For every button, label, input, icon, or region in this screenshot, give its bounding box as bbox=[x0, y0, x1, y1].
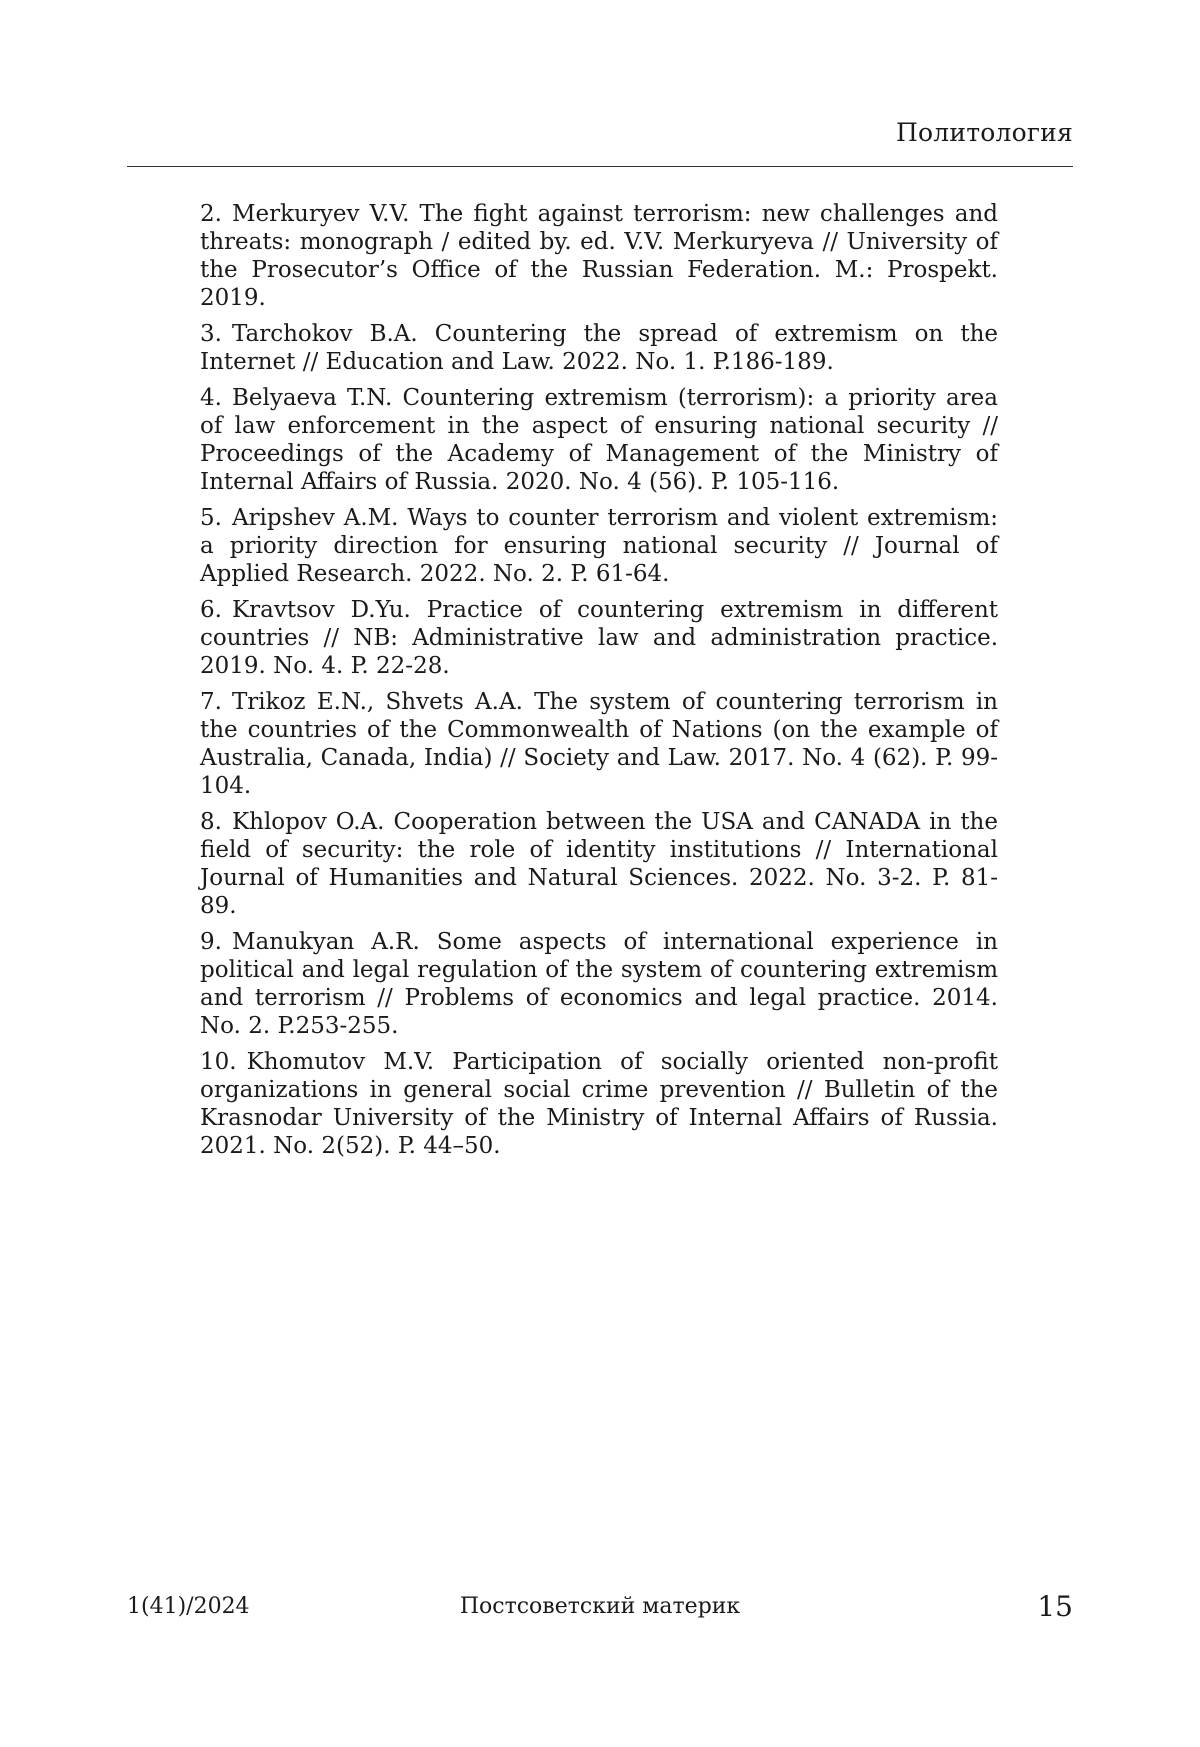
footer-journal-title: Постсоветский материк bbox=[127, 1594, 1073, 1619]
reference-text: Tarchokov B.A. Countering the spread of extremism on the Internet // Education and Law. 2022. No. 1. P.186-189. bbox=[200, 321, 998, 375]
reference-item bbox=[200, 200, 998, 312]
reference-number: 10. bbox=[200, 1049, 237, 1075]
reference-text: Trikoz E.N., Shvets A.A. The system of countering terrorism in the countries of the Commonwealth of Nations (on the example of Australia, Canada, India) // Society and Law. 2017. No. 4 (62). P. 99-104. bbox=[200, 689, 998, 799]
reference-text: Belyaeva T.N. Countering extremism (terrorism): a priority area of law enforcement in the aspect of ensuring national security // Proceedings of the Academy of Management of the Ministry of Internal Affairs of Russia. 2020. No. 4 (56). P. 105-116. bbox=[200, 385, 998, 495]
reference-item bbox=[200, 384, 998, 496]
reference-number: 3. bbox=[200, 321, 222, 347]
header-divider bbox=[127, 166, 1073, 167]
reference-item bbox=[200, 1048, 998, 1160]
reference-item bbox=[200, 320, 998, 376]
reference-number: 5. bbox=[200, 505, 222, 531]
reference-item bbox=[200, 504, 998, 588]
reference-item bbox=[200, 688, 998, 800]
reference-number: 4. bbox=[200, 385, 222, 411]
reference-item bbox=[200, 928, 998, 1040]
reference-number: 8. bbox=[200, 809, 222, 835]
page-number: 15 bbox=[1037, 1590, 1073, 1623]
reference-number: 7. bbox=[200, 689, 222, 715]
reference-text: Aripshev A.M. Ways to counter terrorism and violent extremism: a priority direction for ensuring national security // Journal of Applied Research. 2022. No. 2. P. 61-64. bbox=[200, 505, 998, 587]
reference-text: Manukyan A.R. Some aspects of international experience in political and legal regulation of the system of countering extremism and terrorism // Problems of economics and legal practice. 2014. No. 2. P.253-255. bbox=[200, 929, 998, 1039]
footer-issue-number: 1(41)/2024 bbox=[127, 1594, 250, 1619]
reference-number: 9. bbox=[200, 929, 222, 955]
reference-list bbox=[200, 200, 998, 1168]
reference-number: 2. bbox=[200, 201, 222, 227]
reference-item bbox=[200, 596, 998, 680]
reference-text: Khlopov O.A. Cooperation between the USA and CANADA in the field of security: the role of identity institutions // International Journal of Humanities and Natural Sciences. 2022. No. 3-2. P. 81-89. bbox=[200, 809, 998, 919]
reference-text: Khomutov M.V. Participation of socially oriented non-profit organizations in general social crime prevention // Bulletin of the Krasnodar University of the Ministry of Internal Affairs of Russia. 2021. No. 2(52). P. 44–50. bbox=[200, 1049, 998, 1159]
reference-text: Kravtsov D.Yu. Practice of countering extremism in different countries // NB: Administrative law and administration practice. 2019. No. 4. P. 22-28. bbox=[200, 597, 998, 679]
reference-item bbox=[200, 808, 998, 920]
reference-text: Merkuryev V.V. The fight against terrorism: new challenges and threats: monograph / edited by. ed. V.V. Merkuryeva // University of the Prosecutor’s Office of the Russian Federation. M.: Prospekt. 2019. bbox=[200, 201, 998, 311]
running-head-section: Политология bbox=[896, 118, 1073, 147]
reference-number: 6. bbox=[200, 597, 222, 623]
page-footer bbox=[127, 1590, 1073, 1624]
